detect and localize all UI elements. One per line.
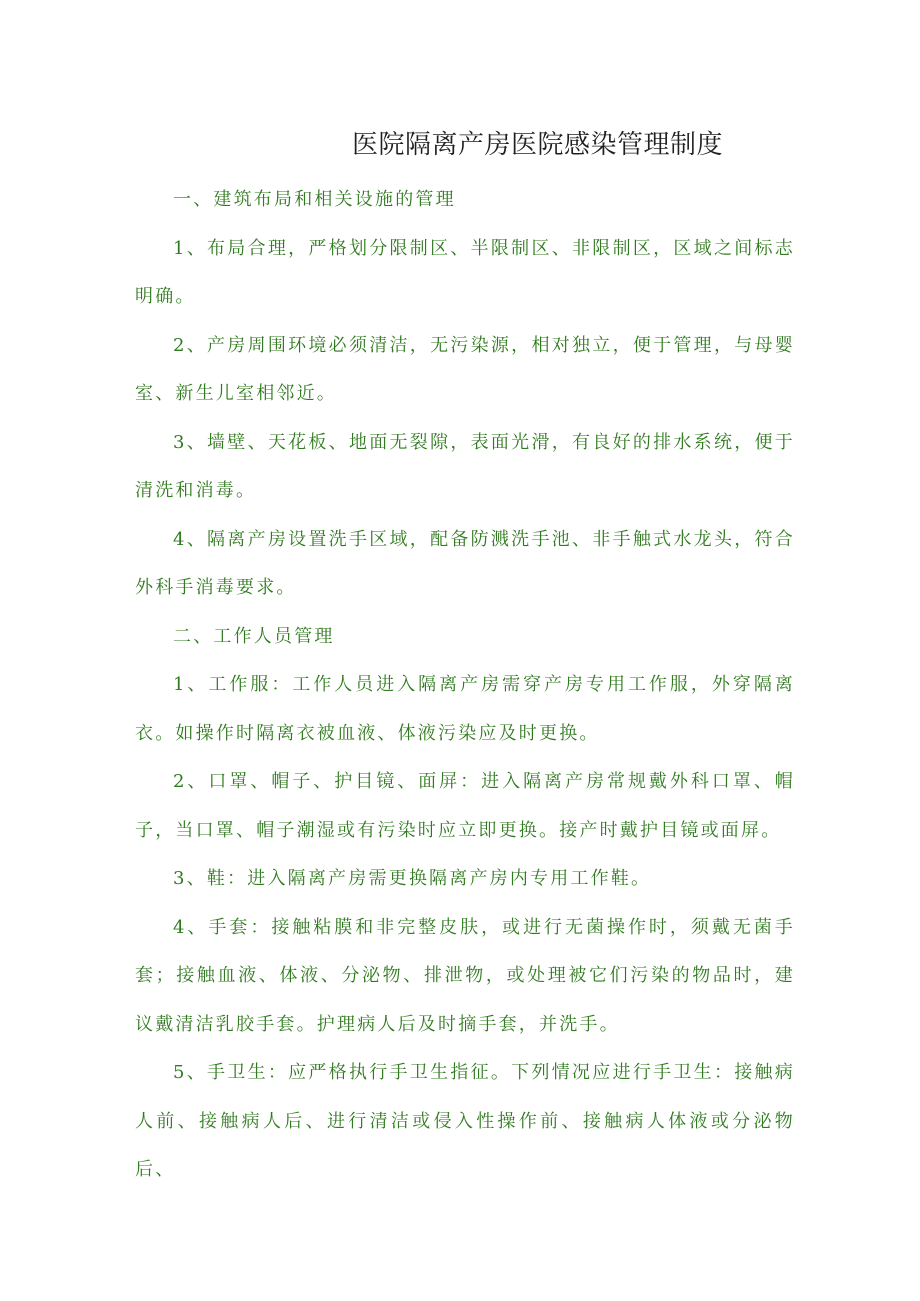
section2-item-5: 5、手卫生：应严格执行手卫生指征。下列情况应进行手卫生：接触病人前、接触病人后、进行清洁或侵入性操作前、接触病人体液或分泌物后、 bbox=[135, 1062, 795, 1180]
section-heading-2: 二、工作人员管理 bbox=[173, 625, 335, 647]
section1-item-2: 2、产房周围环境必须清洁，无污染源，相对独立，便于管理，与母婴室、新生儿室相邻近。 bbox=[135, 334, 795, 404]
section1-item-4: 4、隔离产房设置洗手区域，配备防溅洗手池、非手触式水龙头，符合外科手消毒要求。 bbox=[135, 528, 795, 598]
section2-item-1: 1、工作服：工作人员进入隔离产房需穿产房专用工作服，外穿隔离衣。如操作时隔离衣被血液、体液污染应及时更换。 bbox=[135, 674, 795, 744]
section2-item-4: 4、手套：接触粘膜和非完整皮肤，或进行无菌操作时，须戴无菌手套；接触血液、体液、分泌物、排泄物，或处理被它们污染的物品时，建议戴清洁乳胶手套。护理病人后及时摘手套，并洗手。 bbox=[135, 916, 795, 1035]
document-title: 医院隔离产房医院感染管理制度 bbox=[352, 130, 724, 160]
section-heading-1: 一、建筑布局和相关设施的管理 bbox=[173, 189, 456, 210]
section1-item-3: 3、墙壁、天花板、地面无裂隙，表面光滑，有良好的排水系统，便于清洗和消毒。 bbox=[135, 431, 795, 501]
section2-item-2: 2、口罩、帽子、护目镜、面屏：进入隔离产房常规戴外科口罩、帽子，当口罩、帽子潮湿或有污染时应立即更换。接产时戴护目镜或面屏。 bbox=[135, 771, 795, 841]
document-body bbox=[135, 176, 795, 1195]
section1-item-1: 1、布局合理，严格划分限制区、半限制区、非限制区，区域之间标志明确。 bbox=[135, 237, 795, 307]
section2-item-3: 3、鞋：进入隔离产房需更换隔离产房内专用工作鞋。 bbox=[173, 868, 652, 889]
